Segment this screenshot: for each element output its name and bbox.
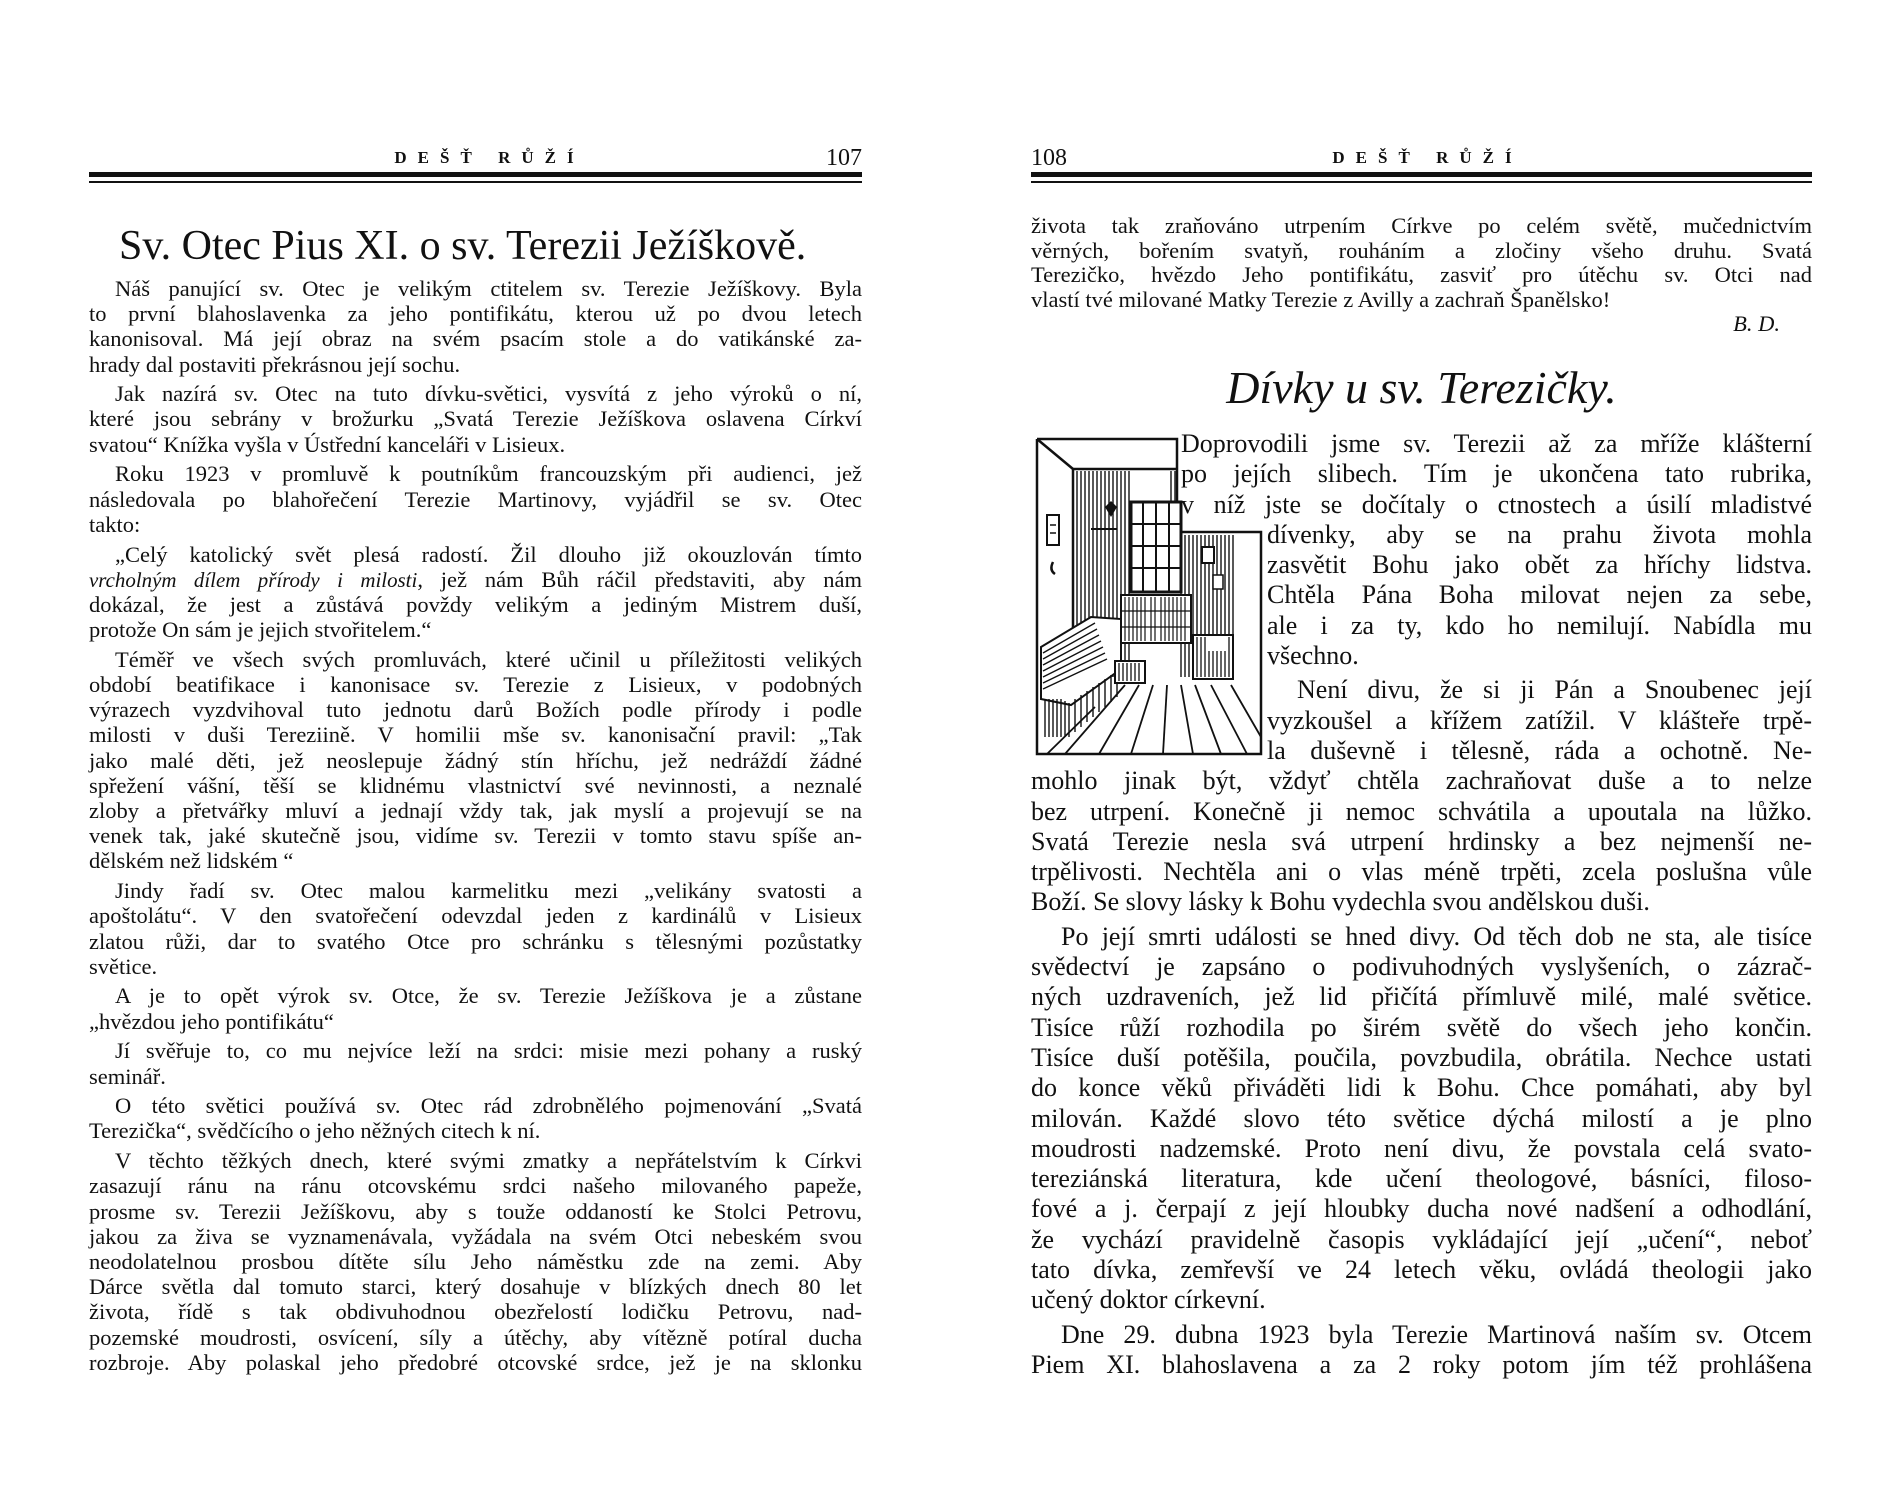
text-line: la duševně i tělesně, ráda a ochotně. Ne-: [1267, 736, 1812, 765]
text-line: kanonisoval. Má její obraz na svém psacím stole a do vatikánské za-: [89, 326, 862, 351]
text-line: jako malé děti, jež neoslepuje žádný stín hříchu, jež nedráždí žádné: [89, 748, 862, 773]
text-line: ných uzdraveních, jež lid přičítá přímluvě milé, malé světice.: [1031, 982, 1812, 1011]
text-line: moudrosti nadzemské. Proto není divu, že povstala celá svato-: [1031, 1134, 1812, 1163]
text-line: Terezičko, hvězdo Jeho pontifikátu, zasviť pro útěchu sv. Otci nad: [1031, 262, 1812, 288]
text-line: hrady dal postaviti překrásnou její sochu.: [89, 352, 461, 377]
signature: B. D.: [1733, 311, 1780, 336]
text-line: Není divu, že si ji Pán a Snoubenec její: [1297, 675, 1812, 704]
text-line: Náš panující sv. Otec je velikým ctitelem sv. Terezie Ježíškovy. Byla: [115, 276, 862, 301]
running-head: [1031, 145, 1812, 171]
text-line: mohlo jinak být, vždyť chtěla zachraňovat duše a to nelze: [1031, 766, 1812, 795]
text-line: tato dívka, zemřevší ve 24 letech věku, ovládá theologii jako: [1031, 1255, 1812, 1284]
text-line: Chtěla Pána Boha milovat nejen za sebe,: [1267, 580, 1812, 609]
header-rule-thick: [89, 172, 862, 177]
text-line: do konce věků přiváděti lidi k Bohu. Chce pomáhati, aby byl: [1031, 1073, 1812, 1102]
text-line: všechno.: [1267, 641, 1359, 670]
article-title: Dívky u sv. Terezičky.: [1226, 362, 1617, 413]
text-line: milosti v duši Tereziině. V homilii mše sv. kanonisační pravil: „Tak: [89, 722, 862, 747]
text-line: spřežení vášní, těší se klidnému vlastnictví své nevinnosti, a neznalé: [89, 773, 862, 798]
text-line: světice.: [89, 954, 158, 979]
text-line: V těchto těžkých dnech, které svými zmatky a nepřátelstvím k Církvi: [115, 1148, 862, 1173]
text-line: vrcholným dílem přírody i milosti, jež nám Bůh ráčil představiti, aby nám: [89, 567, 862, 592]
running-head-title: DEŠŤ RŮŽÍ: [1332, 148, 1523, 167]
text-line: apoštolátu“. V den svatořečení odevzdal jeden z kardinálů v Lisieux: [89, 903, 862, 928]
text-line: Roku 1923 v promluvě k poutníkům francouzským při audienci, jež: [115, 461, 862, 486]
left-page: [89, 0, 862, 1500]
header-rule-thin: [89, 181, 862, 183]
text-line: života tak zraňováno utrpením Církve po celém světě, mučednictvím: [1031, 213, 1812, 238]
text-line: že vychází pravidelně časopis vykládající její „učení“, neboť: [1031, 1225, 1812, 1254]
text-line: „Celý katolický svět plesá radostí. Žil dlouho již okouzlován tímto: [115, 542, 862, 567]
text-line: Po její smrti události se hned divy. Od těch dob ne sta, ale tisíce: [1061, 922, 1812, 951]
page-number: 107: [826, 145, 862, 171]
text-line: Tisíce růží rozhodila po širém světě do všech jeho končin.: [1031, 1013, 1812, 1042]
text-line: prosme sv. Terezii Ježíškovu, aby s touže oddaností ke Stolci Petrovu,: [89, 1199, 862, 1224]
header-rule-thin: [1031, 181, 1812, 183]
text-line: dělském než lidském “: [89, 848, 294, 873]
text-line: zlatou růži, dar to svatého Otce pro schránku s tělesnými pozůstatky: [89, 929, 862, 954]
text-line: dívenky, aby se na prahu života mohla: [1267, 520, 1812, 549]
text-line: zloby a přetvářky mluví a jednají vždy tak, jak myslí a projevují se na: [89, 798, 862, 823]
text-line: venek tak, jaké skutečně jsou, vidíme sv. Terezii v tomto stavu spíše an-: [89, 823, 862, 848]
text-line: věrných, bořením svatyň, rouháním a zločiny všeho druhu. Svatá: [1031, 237, 1812, 263]
text-line: Svatá Terezie nesla svá utrpení hrdinsky a bez nejmenší ne-: [1031, 827, 1812, 856]
running-head-title: DEŠŤ RŮŽÍ: [394, 148, 585, 167]
text-line: po jejích slibech. Tím je ukončena tato rubrika,: [1181, 459, 1812, 488]
text-line: učený doktor církevní.: [1031, 1285, 1266, 1314]
text-line: rozbroje. Aby polaskal jeho předobré otcovské srdce, jež je na sklonku: [89, 1350, 862, 1375]
text-line: v níž jste se dočítaly o ctnostech a úsilí mladistvé: [1181, 490, 1812, 519]
text-line: jakou za živa se vyznamenávala, vyžádala na svém Otci nebeském svou: [89, 1224, 862, 1249]
text-line: Doprovodili jsme sv. Terezii až za mříže klášterní: [1181, 429, 1812, 458]
text-line: bez utrpení. Konečně ji nemoc schvátila a upoutala na lůžko.: [1031, 797, 1812, 826]
text-line: dokázal, že jest a zůstává povždy velikým a jediným Mistrem duší,: [89, 592, 862, 617]
text-line: Dárce světla dal tomuto starci, který dosahuje v blízkých dnech 80 let: [89, 1274, 862, 1299]
text-line: A je to opět výrok sv. Otce, že sv. Terezie Ježíškova je a zůstane: [115, 983, 862, 1008]
text-line: zasazují ránu na ránu otcovskému srdci našeho milovaného papeže,: [89, 1173, 862, 1198]
text-line: Jak nazírá sv. Otec na tuto dívku-světici, vysvítá z jeho výroků o ní,: [115, 381, 862, 406]
text-line: „hvězdou jeho pontifikátu“: [89, 1009, 334, 1034]
text-line: trpělivosti. Nechtěla ani o vlas méně trpěti, zcela poslušna vůle: [1031, 857, 1812, 886]
text-line: výrazech vyzdvihoval tuto jednotu darů Božích podle přírody i podle: [89, 697, 862, 722]
text-line: vyzkoušel a křížem zatížil. V klášteře trpě-: [1267, 706, 1812, 735]
text-line: období beatifikace i kanonisace sv. Terezie z Lisieux, v podobných: [89, 672, 862, 697]
text-line: tereziánská literatura, kde učení theologové, básníci, filoso-: [1031, 1164, 1812, 1193]
text-line: Tisíce duší potěšila, poučila, povzbudila, obrátila. Nechce ustati: [1031, 1043, 1812, 1072]
italic-phrase: vrcholným dílem přírody i milosti: [89, 568, 418, 592]
text-line: neodolatelnou prosbou dítěte sílu Jeho náměstku zde na zemi. Aby: [89, 1249, 862, 1274]
text-line: Boží. Se slovy lásky k Bohu vydechla svou andělskou duši.: [1031, 887, 1650, 916]
text-line: seminář.: [89, 1064, 166, 1089]
text-line: svědectví je zapsáno o podivuhodných vyslyšeních, o zázrač-: [1031, 952, 1812, 981]
text-line: Téměř ve všech svých promluvách, které učinil u příležitosti velikých: [115, 647, 862, 672]
text-line: takto:: [89, 512, 141, 537]
page-number: 108: [1031, 145, 1067, 171]
text-line: ale i za ty, kdo ho nemilují. Nabídla mu: [1267, 611, 1812, 640]
text-line: Jindy řadí sv. Otec malou karmelitku mezi „velikány svatosti a: [115, 878, 862, 903]
text-line: O této světici používá sv. Otec rád zdrobnělého pojmenování „Svatá: [115, 1093, 862, 1118]
text-line: fové a j. čerpají z její hloubky ducha nové nadšení a odhodlání,: [1031, 1194, 1812, 1223]
running-head: [89, 145, 862, 171]
text-line: následovala po blahořečení Terezie Martinovy, vyjádřil se sv. Otec: [89, 487, 862, 512]
text-line: milován. Každé slovo této světice dýchá milostí a je plno: [1031, 1104, 1812, 1133]
text-line: protože On sám je jejich stvořitelem.“: [89, 617, 432, 642]
text-line: vlastí tvé milované Matky Terezie z Avilly a zachraň Španělsko!: [1031, 286, 1611, 312]
text-line: zasvětit Bohu jako obět za hříchy lidstva.: [1267, 550, 1812, 579]
text-line: svatou“ Knížka vyšla v Ústřední kanceláři v Lisieux.: [89, 432, 566, 457]
article-title: Sv. Otec Pius XI. o sv. Terezii Ježíškově.: [119, 223, 807, 269]
text-line: života, řídě s tak obdivuhodnou obezřelostí lodičku Petrovu, nad-: [89, 1299, 862, 1324]
text-line: Dne 29. dubna 1923 byla Terezie Martinová naším sv. Otcem: [1061, 1320, 1812, 1349]
header-rule-thick: [1031, 172, 1812, 177]
text-line: Piem XI. blahoslavena a za 2 roky potom jím též prohlášena: [1031, 1350, 1812, 1379]
text-line: pozemské moudrosti, osvícení, síly a útěchy, aby vítězně potíral ducha: [89, 1325, 862, 1350]
text-line: které jsou sebrány v brožurku „Svatá Terezie Ježíškova oslavena Církví: [89, 406, 862, 431]
text-line: to první blahoslavenka za jeho pontifikátu, kterou už po dvou letech: [89, 301, 862, 326]
text-line: Terezička“, svědčícího o jeho něžných citech k ní.: [89, 1118, 541, 1143]
right-page: [1031, 0, 1812, 1500]
text-line: Jí svěřuje to, co mu nejvíce leží na srdci: misie mezi pohany a ruský: [115, 1038, 862, 1063]
